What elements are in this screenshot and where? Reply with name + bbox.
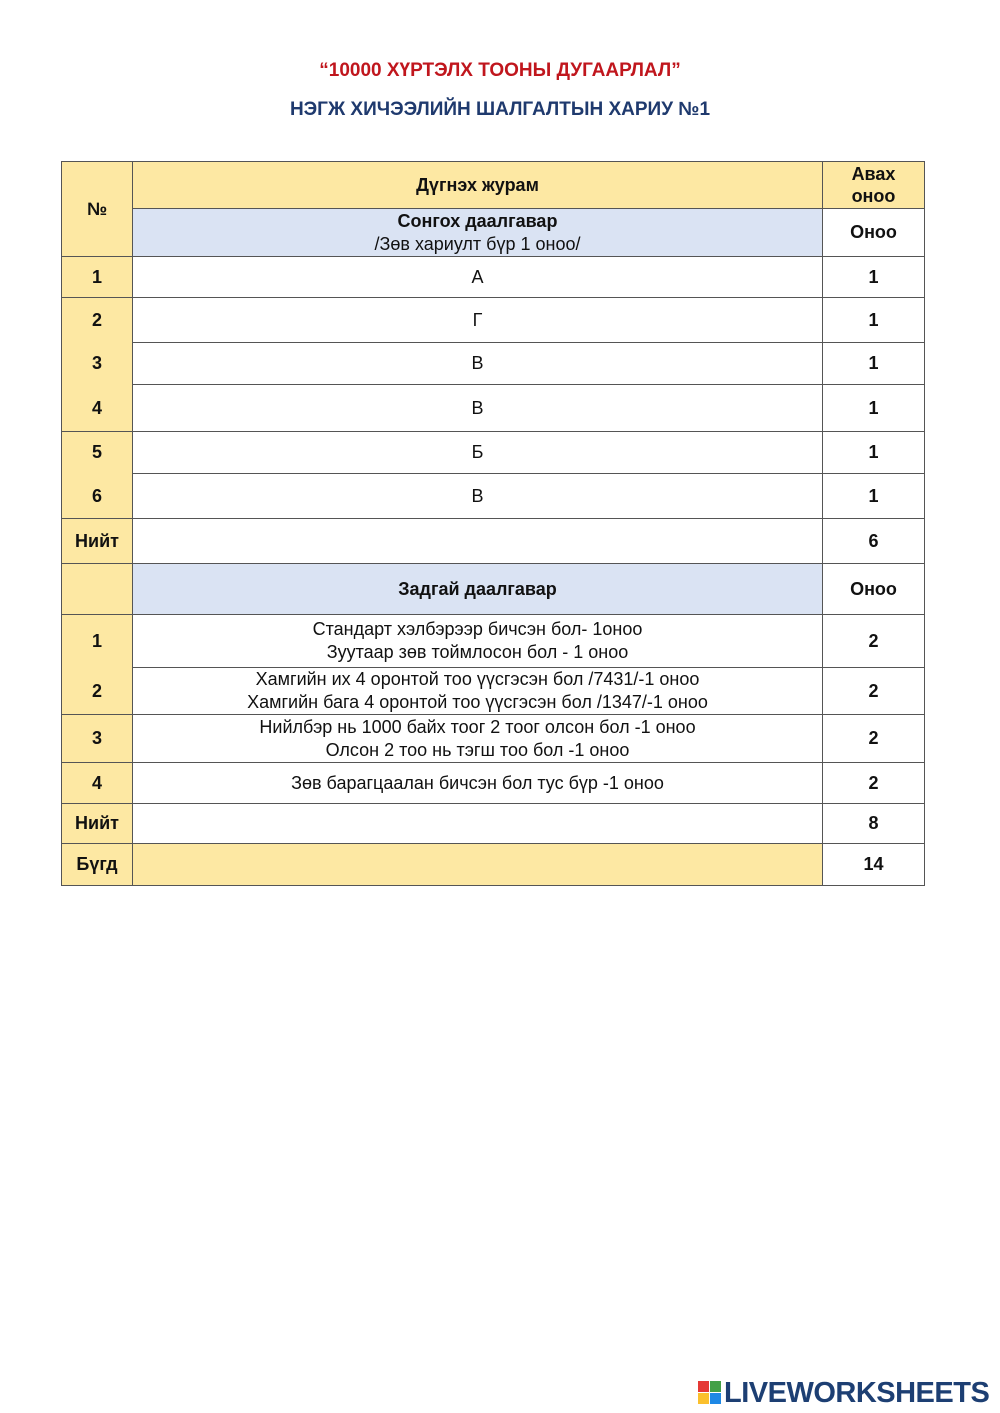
row-points: 2 [823, 668, 925, 715]
row-answer: В [133, 474, 823, 519]
grand-total-empty [133, 844, 823, 886]
document-title: “10000 ХҮРТЭЛХ ТООНЫ ДУГААРЛАЛ” [319, 60, 681, 81]
table-row [62, 474, 925, 519]
section2-total-label: Нийт [62, 804, 133, 844]
row-criteria: Зөв барагцаалан бичсэн бол тус бүр -1 оноо [133, 763, 823, 804]
section1-total-value: 6 [823, 519, 925, 564]
row-points: 2 [823, 715, 925, 763]
section2-score-header: Оноо [823, 564, 925, 615]
table-row [62, 343, 925, 385]
row-number: 6 [62, 474, 133, 519]
row-number: 3 [62, 715, 133, 763]
row-criteria [133, 715, 823, 763]
grand-total-label: Бүгд [62, 844, 133, 886]
section1-title: Сонгох даалгавар [397, 210, 558, 231]
criteria-line: Стандарт хэлбэрээр бичсэн бол- 1оноо [312, 619, 643, 639]
criteria-line: Олсон 2 тоо нь тэгш тоо бол -1 оноо [325, 739, 630, 760]
section2-total-value: 8 [823, 804, 925, 844]
row-points: 1 [823, 385, 925, 432]
header-procedure: Дүгнэх журам [133, 162, 823, 209]
section1-header [133, 209, 823, 257]
header-max-points-line2: оноо [851, 186, 896, 206]
table-row [62, 257, 925, 298]
row-points: 1 [823, 257, 925, 298]
liveworksheets-logo-icon [698, 1381, 722, 1405]
row-points: 1 [823, 474, 925, 519]
row-number: 2 [62, 298, 133, 343]
section1-score-header: Оноо [823, 209, 925, 257]
table-row [62, 615, 925, 668]
logo-text: LIVEWORKSHEETS [724, 1376, 990, 1409]
header-max-points-line1: Авах [851, 164, 896, 184]
table-row [62, 715, 925, 763]
table-row [62, 763, 925, 804]
row-answer: А [133, 257, 823, 298]
section2-total-row [62, 804, 925, 844]
row-points: 2 [823, 615, 925, 668]
section2-title: Задгай даалгавар [133, 564, 823, 615]
row-points: 1 [823, 343, 925, 385]
header-max-points [823, 162, 925, 209]
table-row [62, 385, 925, 432]
row-number: 1 [62, 257, 133, 298]
document-subtitle: НЭГЖ ХИЧЭЭЛИЙН ШАЛГАЛТЫН ХАРИУ №1 [289, 99, 711, 120]
criteria-line: Хамгийн их 4 оронтой тоо үүсгэсэн бол /7431/-1 оноо [255, 669, 700, 689]
row-criteria [133, 615, 823, 668]
row-number: 4 [62, 763, 133, 804]
section1-total-empty [133, 519, 823, 564]
table-row [62, 432, 925, 474]
answer-key-table [61, 161, 925, 886]
section1-total-row [62, 519, 925, 564]
row-answer: В [133, 385, 823, 432]
row-number: 4 [62, 385, 133, 432]
row-number: 1 [62, 615, 133, 668]
criteria-line: Хамгийн бага 4 оронтой тоо үүсгэсэн бол /1347/-1 оноо [247, 692, 708, 712]
row-answer: В [133, 343, 823, 385]
table-row [62, 668, 925, 715]
criteria-line: Зуутаар зөв тоймлосон бол - 1 оноо [326, 642, 629, 662]
liveworksheets-logo [698, 1378, 989, 1408]
header-number: № [62, 162, 133, 257]
section2-number-empty [62, 564, 133, 615]
row-answer: Б [133, 432, 823, 474]
row-number: 5 [62, 432, 133, 474]
row-answer: Г [133, 298, 823, 343]
criteria-line: Нийлбэр нь 1000 байх тоог 2 тоог олсон бол -1 оноо [259, 716, 696, 737]
row-number: 2 [62, 668, 133, 715]
section1-note: /Зөв хариулт бүр 1 оноо/ [374, 233, 581, 254]
row-points: 2 [823, 763, 925, 804]
row-points: 1 [823, 298, 925, 343]
section1-total-label: Нийт [62, 519, 133, 564]
table-row [62, 298, 925, 343]
grand-total-row [62, 844, 925, 886]
row-points: 1 [823, 432, 925, 474]
section2-total-empty [133, 804, 823, 844]
row-criteria [133, 668, 823, 715]
grand-total-value: 14 [823, 844, 925, 886]
row-number: 3 [62, 343, 133, 385]
